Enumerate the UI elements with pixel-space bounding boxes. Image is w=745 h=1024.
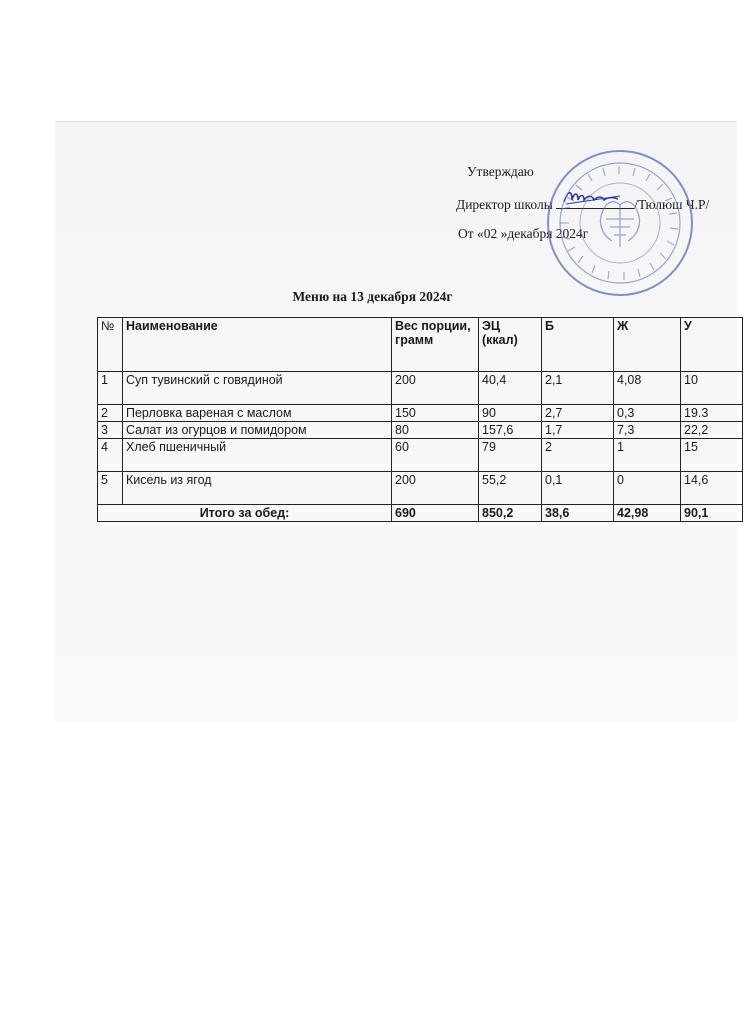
approval-date: От «02 »декабря 2024г [458, 226, 589, 241]
table-row [98, 422, 743, 439]
menu-title: Меню на 13 декабря 2024г [292, 289, 453, 304]
cell-zh: 4,08 [614, 372, 681, 405]
cell-energy: 40,4 [479, 372, 542, 405]
table-row [98, 472, 743, 505]
cell-zh: 0 [614, 472, 681, 505]
cell-weight: 200 [392, 472, 479, 505]
header-weight: Вес порции, грамм [392, 318, 479, 372]
cell-u: 14,6 [681, 472, 743, 505]
menu-table [97, 317, 743, 522]
header-b: Б [542, 318, 614, 372]
cell-name: Кисель из ягод [123, 472, 392, 505]
cell-zh: 0,3 [614, 405, 681, 422]
total-energy: 850,2 [479, 505, 542, 522]
cell-no: 4 [98, 439, 123, 472]
cell-energy: 90 [479, 405, 542, 422]
cell-weight: 80 [392, 422, 479, 439]
table-row [98, 372, 743, 405]
total-zh: 42,98 [614, 505, 681, 522]
cell-b: 1,7 [542, 422, 614, 439]
round-stamp-icon [540, 143, 700, 303]
header-name: Наименование [123, 318, 392, 372]
table-header-row [98, 318, 743, 372]
total-b: 38,6 [542, 505, 614, 522]
cell-energy: 55,2 [479, 472, 542, 505]
cell-name: Суп тувинский с говядиной [123, 372, 392, 405]
cell-u: 15 [681, 439, 743, 472]
cell-weight: 200 [392, 372, 479, 405]
cell-name: Хлеб пшеничный [123, 439, 392, 472]
cell-no: 2 [98, 405, 123, 422]
cell-energy: 157,6 [479, 422, 542, 439]
cell-u: 19.3 [681, 405, 743, 422]
cell-zh: 1 [614, 439, 681, 472]
cell-b: 0,1 [542, 472, 614, 505]
total-row [98, 505, 743, 522]
total-label: Итого за обед: [98, 505, 392, 522]
cell-no: 1 [98, 372, 123, 405]
cell-b: 2,1 [542, 372, 614, 405]
director-name: /Тюлюш Ч.Р/ [634, 197, 710, 212]
total-weight: 690 [392, 505, 479, 522]
cell-u: 10 [681, 372, 743, 405]
cell-name: Салат из огурцов и помидором [123, 422, 392, 439]
table-row [98, 439, 743, 472]
cell-weight: 60 [392, 439, 479, 472]
table-row [98, 405, 743, 422]
cell-zh: 7,3 [614, 422, 681, 439]
header-energy: ЭЦ (ккал) [479, 318, 542, 372]
cell-b: 2,7 [542, 405, 614, 422]
header-zh: Ж [614, 318, 681, 372]
cell-weight: 150 [392, 405, 479, 422]
cell-energy: 79 [479, 439, 542, 472]
approve-word: Утверждаю [467, 164, 534, 179]
cell-no: 5 [98, 472, 123, 505]
header-no: № [98, 318, 123, 372]
total-u: 90,1 [681, 505, 743, 522]
header-u: У [681, 318, 743, 372]
director-label: Директор школы [456, 197, 553, 212]
cell-name: Перловка вареная с маслом [123, 405, 392, 422]
cell-no: 3 [98, 422, 123, 439]
cell-b: 2 [542, 439, 614, 472]
cell-u: 22,2 [681, 422, 743, 439]
